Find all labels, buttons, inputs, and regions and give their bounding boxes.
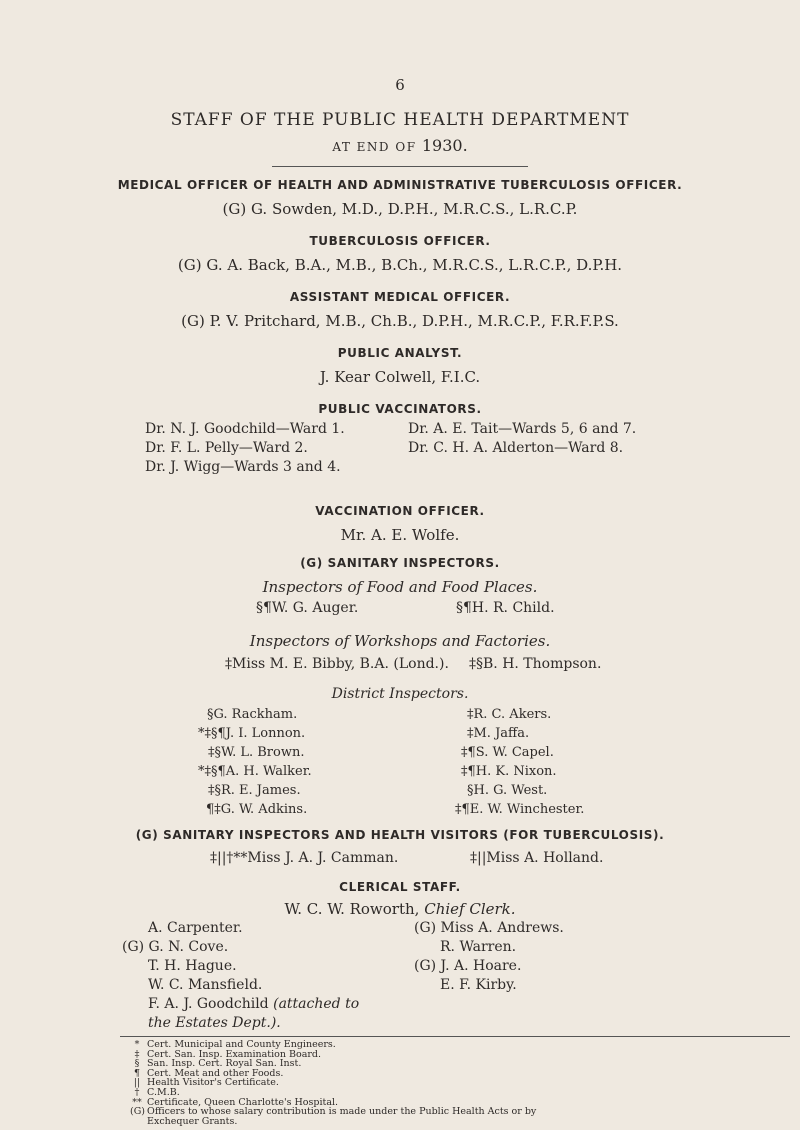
subtitle-year: 1930. <box>421 136 468 155</box>
clerical-right-list <box>414 920 564 996</box>
goodchild-name: F. A. J. Goodchild <box>148 996 269 1012</box>
list-item <box>122 1015 359 1034</box>
clerical-staff-heading: CLERICAL STAFF. <box>339 880 461 894</box>
public-vaccinators-heading: PUBLIC VACCINATORS. <box>318 402 482 416</box>
footnote: * Cert. Municipal and County Engineers. <box>134 1039 336 1050</box>
list-item: §H. G. West. <box>467 783 548 798</box>
list-item <box>122 996 359 1015</box>
list-item: *‡§¶J. I. Lonnon. <box>198 726 306 741</box>
list-item: Dr. J. Wigg—Wards 3 and 4. <box>145 459 341 475</box>
list-item: (G) G. N. Cove. <box>122 939 229 955</box>
footnote: § San. Insp. Cert. Royal San. Inst. <box>134 1058 302 1070</box>
list-item: ‡M. Jaffa. <box>467 726 530 741</box>
list-item: §G. Rackham. <box>207 707 298 722</box>
clerical-left-list <box>122 920 359 1034</box>
food-inspectors-heading: Inspectors of Food and Food Places. <box>262 578 538 596</box>
footnote: † C.M.B. <box>134 1086 180 1098</box>
workshops-inspectors-heading: Inspectors of Workshops and Factories. <box>249 632 551 650</box>
list-item: ‡R. C. Akers. <box>467 707 552 722</box>
health-visitors-heading: (G) SANITARY INSPECTORS AND HEALTH VISITORS (FOR TUBERCULOSIS). <box>135 828 665 842</box>
footnote: ** Certificate, Queen Charlotte's Hospital. <box>132 1096 339 1108</box>
list-item: ‡¶S. W. Capel. <box>461 745 554 760</box>
footnote: (G) Officers to whose salary contribution is made under the Public Health Acts or by <box>130 1106 537 1118</box>
list-item: ‡§R. E. James. <box>208 783 301 798</box>
assistant-medical-officer-heading: ASSISTANT MEDICAL OFFICER. <box>289 290 511 304</box>
page-subtitle <box>0 136 800 155</box>
list-item: Dr. F. L. Pelly—Ward 2. <box>145 440 308 456</box>
public-analyst-name: J. Kear Colwell, F.I.C. <box>319 368 481 386</box>
assistant-medical-officer-name: (G) P. V. Pritchard, M.B., Ch.B., D.P.H., M.R.C.P., F.R.F.P.S. <box>181 312 619 330</box>
workshops-inspector-left: ‡Miss M. E. Bibby, B.A. (Lond.). <box>225 656 449 672</box>
list-item: Dr. C. H. A. Alderton—Ward 8. <box>408 440 624 456</box>
district-inspectors-left-list <box>198 707 312 821</box>
list-item: T. H. Hague. <box>148 958 237 974</box>
goodchild-note: (attached to <box>273 996 360 1012</box>
subtitle-prefix: AT END OF <box>332 140 417 154</box>
footnote: ¶ Cert. Meat and other Foods. <box>133 1067 284 1079</box>
district-inspectors-heading: District Inspectors. <box>331 686 469 702</box>
page-title: STAFF OF THE PUBLIC HEALTH DEPARTMENT <box>170 110 630 130</box>
list-item: ‡¶H. K. Nixon. <box>461 764 557 779</box>
list-item: Dr. A. E. Tait—Wards 5, 6 and 7. <box>408 421 637 437</box>
food-inspector-left: §¶W. G. Auger. <box>256 600 359 616</box>
chief-clerk-line <box>0 900 800 918</box>
footnote-divider <box>120 1036 790 1037</box>
list-item: (G) J. A. Hoare. <box>414 958 522 974</box>
page-number: 6 <box>395 76 405 94</box>
medical-officer-name: (G) G. Sowden, M.D., D.P.H., M.R.C.S., L.R.C.P. <box>222 200 578 218</box>
list-item: ‡¶E. W. Winchester. <box>455 802 585 817</box>
vaccination-officer-name: Mr. A. E. Wolfe. <box>340 526 460 544</box>
list-item: W. C. Mansfield. <box>148 977 263 993</box>
medical-officer-heading: MEDICAL OFFICER OF HEALTH AND ADMINISTRATIVE TUBERCULOSIS OFFICER. <box>117 178 683 192</box>
vaccinators-left-list <box>145 421 345 478</box>
food-inspector-right: §¶H. R. Child. <box>456 600 555 616</box>
footnotes <box>130 1040 536 1126</box>
workshops-inspector-right: ‡§B. H. Thompson. <box>469 656 602 672</box>
health-visitor-right: ‡||Miss A. Holland. <box>470 850 604 866</box>
footnote: Exchequer Grants. <box>147 1115 238 1127</box>
list-item: E. F. Kirby. <box>440 977 517 993</box>
list-item: *‡§¶A. H. Walker. <box>198 764 312 779</box>
footnote: || Health Visitor's Certificate. <box>133 1077 279 1089</box>
list-item: ‡§W. L. Brown. <box>208 745 305 760</box>
public-analyst-heading: PUBLIC ANALYST. <box>337 346 463 360</box>
goodchild-note-cont: the Estates Dept.). <box>148 1015 281 1031</box>
vaccination-officer-heading: VACCINATION OFFICER. <box>315 504 485 518</box>
footnote: ‡ Cert. San. Insp. Examination Board. <box>134 1048 322 1060</box>
list-item: Dr. N. J. Goodchild—Ward 1. <box>145 421 345 437</box>
chief-clerk-name: W. C. W. Roworth, <box>284 900 420 918</box>
title-rule <box>272 166 528 167</box>
chief-clerk-title: Chief Clerk. <box>424 900 516 918</box>
tuberculosis-officer-name: (G) G. A. Back, B.A., M.B., B.Ch., M.R.C.S., L.R.C.P., D.P.H. <box>177 256 623 274</box>
list-item: ¶‡G. W. Adkins. <box>206 802 308 817</box>
list-item: R. Warren. <box>440 939 517 955</box>
list-item: A. Carpenter. <box>148 920 243 936</box>
health-visitor-left: ‡||†**Miss J. A. J. Camman. <box>210 850 399 866</box>
tuberculosis-officer-heading: TUBERCULOSIS OFFICER. <box>309 234 491 248</box>
list-item: (G) Miss A. Andrews. <box>414 920 564 936</box>
sanitary-inspectors-heading: (G) SANITARY INSPECTORS. <box>300 556 500 570</box>
district-inspectors-right-list <box>455 707 584 821</box>
vaccinators-right-list <box>408 421 636 459</box>
